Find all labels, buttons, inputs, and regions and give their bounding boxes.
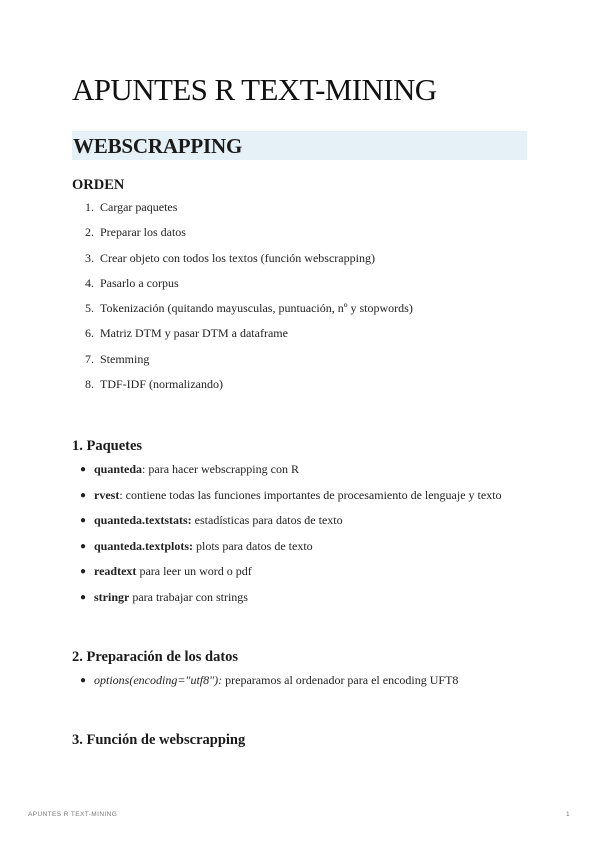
bullet-icon: ●: [79, 489, 87, 501]
paquete-item: ● quanteda.textplots: plots para datos de texto: [72, 539, 502, 565]
preparacion-list: [72, 673, 458, 699]
paquete-item: ● quanteda.textstats: estadísticas para datos de texto: [72, 513, 502, 539]
bullet-icon: ●: [79, 515, 87, 526]
orden-item: 8. TDF-IDF (normalizando): [85, 377, 223, 392]
orden-item: 4. Pasarlo a corpus: [85, 275, 179, 290]
preparacion-item: ● options(encoding="utf8"): preparamos al ordenador para el encoding UFT8: [72, 673, 458, 699]
bullet-icon: ●: [79, 540, 87, 552]
orden-item: 2. Preparar los datos: [85, 225, 186, 240]
paquete-item: ● quanteda: para hacer webscrapping con R: [72, 462, 502, 488]
paquete-item: ● stringr para trabajar con strings: [72, 590, 502, 616]
orden-item: 5. Tokenización (quitando mayusculas, puntuación, nº y stopwords): [85, 301, 413, 316]
bullet-icon: ●: [79, 591, 87, 603]
orden-item: 1. Cargar paquetes: [85, 200, 178, 214]
page-number: 1: [566, 811, 570, 818]
document-title: APUNTES R TEXT-MINING: [72, 72, 437, 107]
funcion-heading: 3. Función de webscrapping: [72, 732, 246, 748]
bullet-icon: ●: [79, 464, 87, 475]
bullet-icon: ●: [79, 675, 87, 686]
orden-item: 6. Matriz DTM y pasar DTM a dataframe: [85, 326, 288, 341]
orden-item: 7. Stemming: [85, 351, 150, 366]
section-title: WEBSCRAPPING: [73, 134, 243, 158]
bullet-icon: ●: [79, 566, 87, 577]
orden-item: 3. Crear objeto con todos los textos (función webscrapping): [85, 250, 375, 265]
paquetes-list: [72, 462, 502, 615]
preparacion-heading: 2. Preparación de los datos: [72, 649, 239, 665]
paquete-item: ● rvest: contiene todas las funciones importantes de procesamiento de lenguaje y texto: [72, 488, 502, 514]
footer-title: APUNTES R TEXT-MINING: [28, 811, 118, 818]
paquetes-heading: 1. Paquetes: [72, 438, 143, 454]
orden-list: [72, 200, 413, 402]
orden-heading: ORDEN: [72, 177, 125, 193]
paquete-item: ● readtext para leer un word o pdf: [72, 564, 502, 590]
